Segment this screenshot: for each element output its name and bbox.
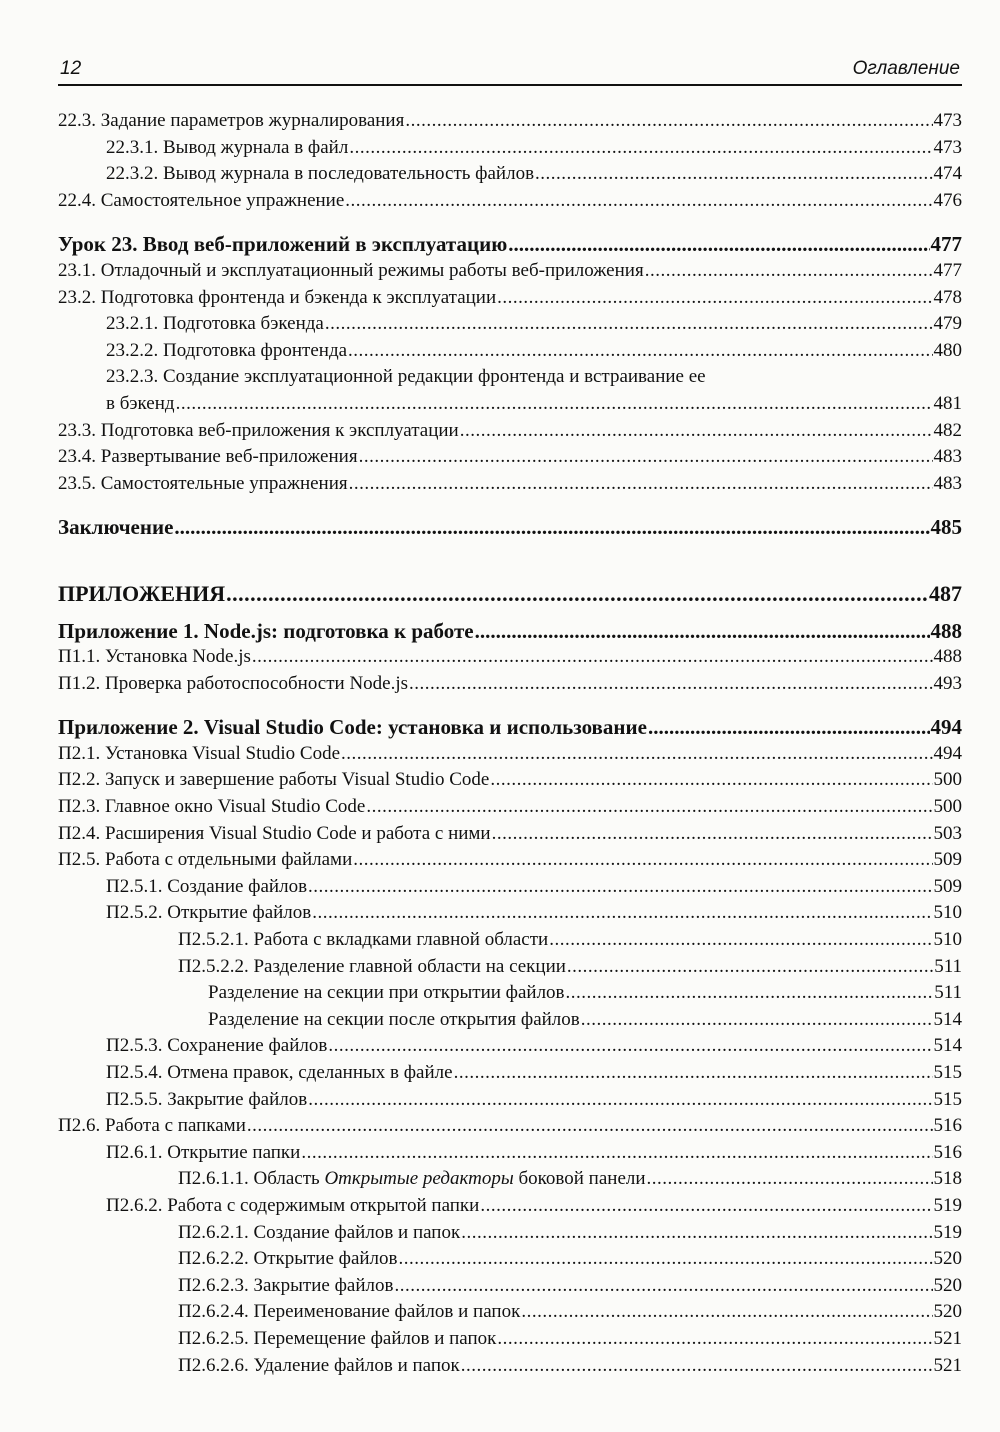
toc-entry-p2-6-2-6[interactable]: П2.6.2.6. Удаление файлов и папок ..... 521	[58, 1353, 962, 1380]
toc-entry-p2-5-2-1[interactable]: П2.5.2.1. Работа с вкладками главной области ..... 510	[58, 927, 962, 954]
toc-entry-p2-6-2-2[interactable]: П2.6.2.2. Открытие файлов ..... 520	[58, 1246, 962, 1273]
toc-entry-p2-5-5[interactable]: П2.5.5. Закрытие файлов ..... 515	[58, 1087, 962, 1114]
toc-entry-p2-6-1[interactable]: П2.6.1. Открытие папки ..... 516	[58, 1140, 962, 1167]
toc-lesson-23[interactable]: Урок 23. Ввод веб-приложений в эксплуатацию ..... 477	[58, 231, 962, 258]
toc-entry-p2-2[interactable]: П2.2. Запуск и завершение работы Visual Studio Code ..... 500	[58, 767, 962, 794]
toc-appendices[interactable]: ПРИЛОЖЕНИЯ ..... 487	[58, 581, 962, 608]
toc-entry-p1-2[interactable]: П1.2. Проверка работоспособности Node.js ..... 493	[58, 671, 962, 698]
toc-entry-23-2-2[interactable]: 23.2.2. Подготовка фронтенда ..... 480	[58, 338, 962, 365]
toc-appendix-2[interactable]: Приложение 2. Visual Studio Code: установка и использование ..... 494	[58, 714, 962, 741]
toc-entry-23-5[interactable]: 23.5. Самостоятельные упражнения ..... 483	[58, 471, 962, 498]
toc-entry-p2-5-2[interactable]: П2.5.2. Открытие файлов ..... 510	[58, 900, 962, 927]
toc-entry-p2-6-2-3[interactable]: П2.6.2.3. Закрытие файлов ..... 520	[58, 1273, 962, 1300]
toc-entry-p2-6-2-4[interactable]: П2.6.2.4. Переименование файлов и папок ..... 520	[58, 1299, 962, 1326]
toc-entry-p2-5[interactable]: П2.5. Работа с отдельными файлами ..... 509	[58, 847, 962, 874]
toc-entry-23-4[interactable]: 23.4. Развертывание веб-приложения ..... 483	[58, 444, 962, 471]
toc-conclusion[interactable]: Заключение ..... 485	[58, 514, 962, 541]
toc-entry-p2-6-2-1[interactable]: П2.6.2.1. Создание файлов и папок ..... 519	[58, 1220, 962, 1247]
toc-entry-p2-5-3[interactable]: П2.5.3. Сохранение файлов ..... 514	[58, 1033, 962, 1060]
toc-entry-p1-1[interactable]: П1.1. Установка Node.js ..... 488	[58, 644, 962, 671]
toc-entry-23-2[interactable]: 23.2. Подготовка фронтенда и бэкенда к эксплуатации ..... 478	[58, 285, 962, 312]
italic-term: Открытые редакторы	[324, 1168, 514, 1190]
toc-entry-23-2-3-continued[interactable]: в бэкенд ..... 481	[58, 391, 962, 418]
toc-entry-p2-6[interactable]: П2.6. Работа с папками ..... 516	[58, 1113, 962, 1140]
toc-entry-22-3-2[interactable]: 22.3.2. Вывод журнала в последовательность файлов ..... 474	[58, 161, 962, 188]
toc-entry-p2-5-2-2[interactable]: П2.5.2.2. Разделение главной области на секции ..... 511	[58, 954, 962, 981]
toc-entry-p2-6-2-5[interactable]: П2.6.2.5. Перемещение файлов и папок ..... 521	[58, 1326, 962, 1353]
toc-entry-23-2-3[interactable]: 23.2.3. Создание эксплуатационной редакции фронтенда и встраивание ее	[106, 366, 706, 388]
toc-entry-22-4[interactable]: 22.4. Самостоятельное упражнение ..... 476	[58, 188, 962, 215]
toc-appendix-1[interactable]: Приложение 1. Node.js: подготовка к работе ..... 488	[58, 618, 962, 645]
toc-entry-p2-4[interactable]: П2.4. Расширения Visual Studio Code и работа с ними ..... 503	[58, 821, 962, 848]
running-title: Оглавление	[852, 58, 960, 79]
toc-entry-p2-5-4[interactable]: П2.5.4. Отмена правок, сделанных в файле ..... 515	[58, 1060, 962, 1087]
toc-entry-23-1[interactable]: 23.1. Отладочный и эксплуатационный режимы работы веб-приложения ..... 477	[58, 258, 962, 285]
toc-entry-22-3-1[interactable]: 22.3.1. Вывод журнала в файл ..... 473	[58, 135, 962, 162]
toc-entry-p2-6-1-1[interactable]: П2.6.1.1. Область Открытые редакторы боковой панели ..... 518	[58, 1166, 962, 1193]
toc-entry-23-2-1[interactable]: 23.2.1. Подготовка бэкенда ..... 479	[58, 311, 962, 338]
table-of-contents	[58, 108, 962, 1379]
page-number: 12	[60, 58, 82, 79]
toc-entry-p2-5-2-2-b[interactable]: Разделение на секции после открытия файлов ..... 514	[58, 1007, 962, 1034]
toc-entry-22-3[interactable]: 22.3. Задание параметров журналирования ..... 473	[58, 108, 962, 135]
toc-entry-p2-6-2[interactable]: П2.6.2. Работа с содержимым открытой папки ..... 519	[58, 1193, 962, 1220]
page-header	[58, 52, 962, 86]
toc-entry-p2-5-2-2-a[interactable]: Разделение на секции при открытии файлов ..... 511	[58, 980, 962, 1007]
toc-entry-p2-3[interactable]: П2.3. Главное окно Visual Studio Code ..... 500	[58, 794, 962, 821]
toc-entry-p2-5-1[interactable]: П2.5.1. Создание файлов ..... 509	[58, 874, 962, 901]
toc-entry-p2-1[interactable]: П2.1. Установка Visual Studio Code ..... 494	[58, 741, 962, 768]
toc-entry-23-3[interactable]: 23.3. Подготовка веб-приложения к эксплуатации ..... 482	[58, 418, 962, 445]
